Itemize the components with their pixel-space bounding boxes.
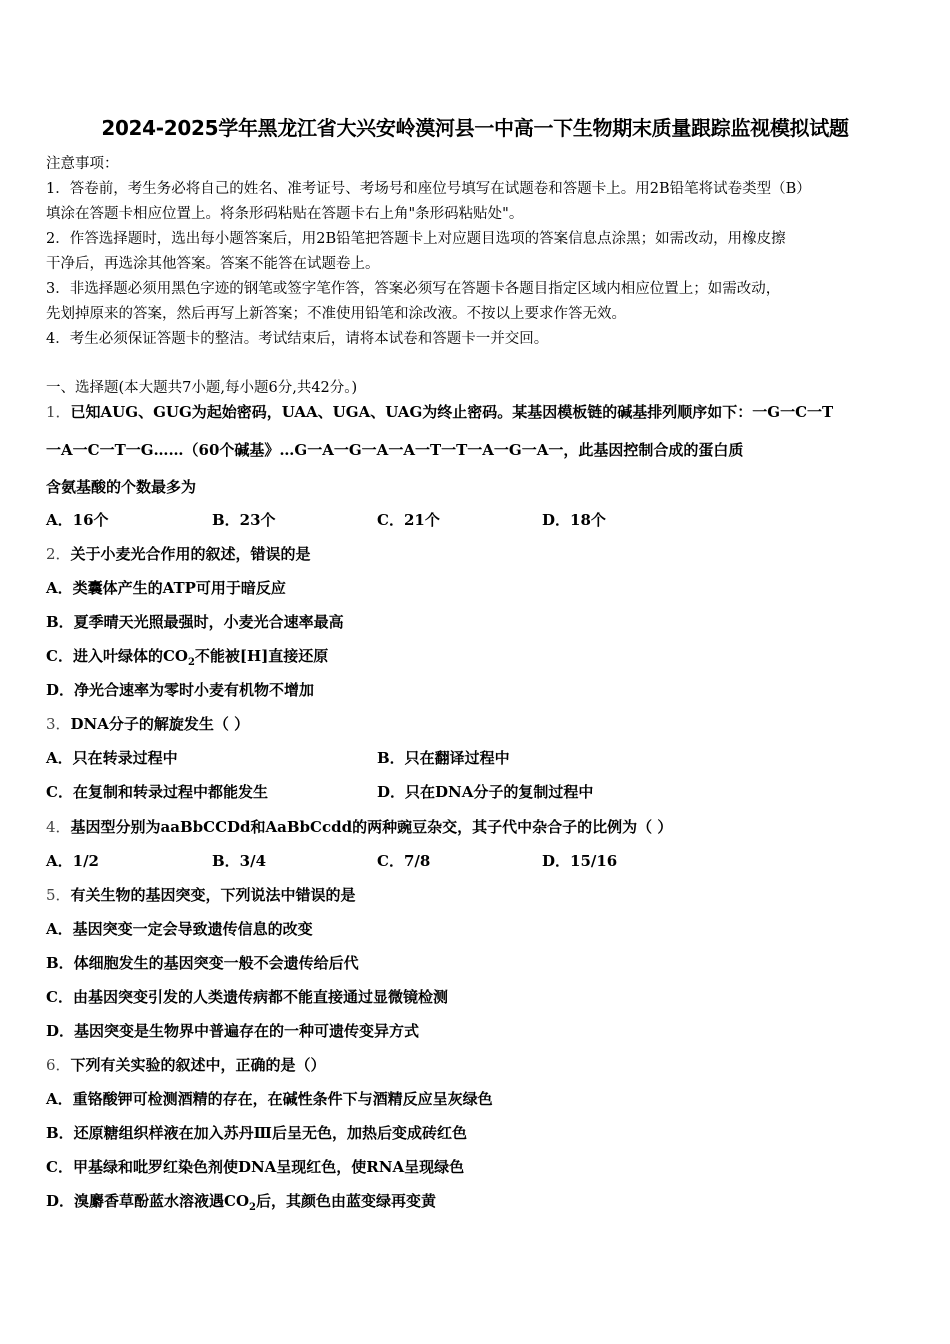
question-number: 5．	[46, 886, 71, 904]
question-stem: 基因型分别为aaBbCCDd和AaBbCcdd的两种豌豆杂交，其子代中杂合子的比例为（ ）	[70, 818, 673, 836]
option-b: B．还原糖组织样液在加入苏丹Ⅲ后呈无色，加热后变成砖红色	[46, 1124, 467, 1142]
option-b: B．只在翻译过程中	[377, 749, 510, 767]
question-stem: 有关生物的基因突变，下列说法中错误的是	[70, 886, 356, 904]
question-stem: 关于小麦光合作用的叙述，错误的是	[70, 545, 311, 563]
question-stem: 已知AUG、GUG为起始密码，UAA、UGA、UAG为终止密码。某基因模板链的碱基排列顺序如下：一G一C一T	[70, 403, 834, 421]
option-b: B．23个	[212, 511, 276, 529]
option-a: A．类囊体产生的ATP可用于暗反应	[46, 579, 286, 597]
option-b: B．体细胞发生的基因突变一般不会遗传给后代	[46, 954, 359, 972]
option-d: D．基因突变是生物界中普遍存在的一种可遗传变异方式	[46, 1022, 420, 1040]
option-a: A．重铬酸钾可检测酒精的存在，在碱性条件下与酒精反应呈灰绿色	[46, 1090, 493, 1108]
option-d: D．溴麝香草酚蓝水溶液遇$CO_2$后，其颜色由蓝变绿再变黄	[46, 1192, 436, 1213]
option-a: A．16个	[46, 511, 109, 529]
option-c: C．由基因突变引发的人类遗传病都不能直接通过显微镜检测	[46, 988, 448, 1006]
question-stem: 下列有关实验的叙述中，正确的是（）	[70, 1056, 326, 1074]
question-number: 4．	[46, 818, 71, 836]
question-number: 6．	[46, 1056, 71, 1074]
option-a: A．1/2	[46, 852, 99, 870]
option-c: C．7/8	[377, 852, 431, 870]
option-a: A．只在转录过程中	[46, 749, 178, 767]
notice-heading: 注意事项：	[46, 156, 119, 172]
option-d: D．15/16	[542, 852, 618, 870]
option-a: A．基因突变一定会导致遗传信息的改变	[46, 920, 313, 938]
option-c: C．甲基绿和吡罗红染色剂使DNA呈现红色，使RNA呈现绿色	[46, 1158, 465, 1176]
option-d: D．只在DNA分子的复制过程中	[377, 783, 594, 801]
notice-line: 3．非选择题必须用黑色字迹的钢笔或签字笔作答，答案必须写在答题卡各题目指定区域内相应位置上；如需改动，	[46, 281, 781, 297]
question-stem: DNA分子的解旋发生（ ）	[70, 715, 250, 733]
section-heading: 一、选择题(本大题共7小题,每小题6分,共42分。)	[46, 380, 358, 396]
option-c: C．进入叶绿体的$CO_2$不能被[H]直接还原	[46, 647, 329, 668]
option-c: C．在复制和转录过程中都能发生	[46, 783, 268, 801]
option-b: B．3/4	[212, 852, 267, 870]
option-b: B．夏季晴天光照最强时，小麦光合速率最高	[46, 613, 344, 631]
notice-line: 先划掉原来的答案，然后再写上新答案；不准使用铅笔和涂改液。不按以上要求作答无效。	[46, 306, 626, 322]
question-stem-cont: 一A一C一T一G……（60个碱基》…G一A一G一A一A一T一T一A一G一A一，此基因控制合成的蛋白质	[46, 441, 744, 459]
question-number: 3．	[46, 715, 71, 733]
option-c: C．21个	[377, 511, 440, 529]
notice-line: 4．考生必须保证答题卡的整洁。考试结束后，请将本试卷和答题卡一并交回。	[46, 331, 549, 347]
option-d: D．18个	[542, 511, 606, 529]
notice-line: 填涂在答题卡相应位置上。将条形码粘贴在答题卡右上角"条形码粘贴处"。	[46, 206, 524, 222]
page-title: 2024-2025学年黑龙江省大兴安岭漠河县一中高一下生物期末质量跟踪监视模拟试题	[101, 116, 849, 140]
notice-line: 1．答卷前，考生务必将自己的姓名、准考证号、考场号和座位号填写在试题卷和答题卡上。用2B铅笔将试卷类型（B）	[46, 181, 811, 197]
notice-line: 2．作答选择题时，选出每小题答案后，用2B铅笔把答题卡上对应题目选项的答案信息点涂黑；如需改动，用橡皮擦	[46, 231, 786, 247]
notice-line: 干净后，再选涂其他答案。答案不能答在试题卷上。	[46, 256, 380, 272]
question-number: 2．	[46, 545, 71, 563]
question-stem-cont: 含氨基酸的个数最多为	[46, 478, 197, 496]
option-d: D．净光合速率为零时小麦有机物不增加	[46, 681, 315, 699]
question-number: 1．	[46, 403, 71, 421]
